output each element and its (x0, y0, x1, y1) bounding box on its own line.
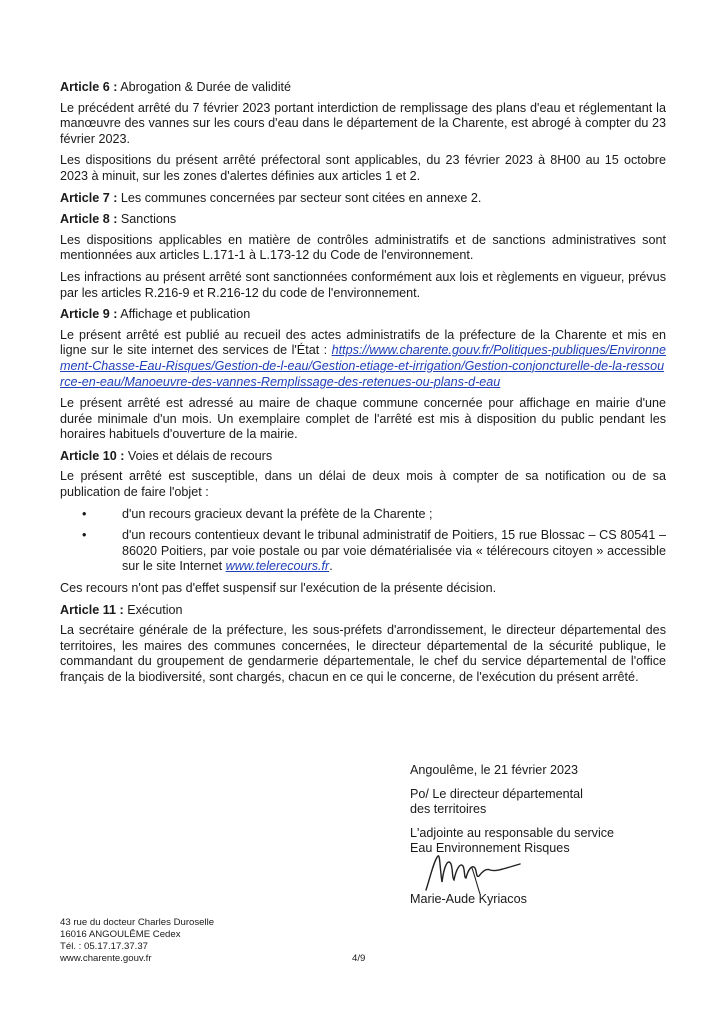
article-7-label: Article 7 : (60, 190, 118, 205)
article-8-paragraph-2: Les infractions au présent arrêté sont sanctionnées conformément aux lois et règlements en vigueur, prévus par les articles R.216-9 et R.216-12 du code de l'environnement. (60, 269, 666, 300)
bullet-icon: • (82, 528, 87, 543)
bullet-icon: • (82, 506, 87, 521)
article-10-paragraph-2: Ces recours n'ont pas d'effet suspensif sur l'exécution de la présente décision. (60, 581, 497, 596)
article-11-paragraph-1: La secrétaire générale de la préfecture, les sous-préfets d'arrondissement, le directeur départemental des territoires, les maires des communes concernées, le directeur départemental de la sécurité publique, le commandant du groupement de gendarmerie départementale, le chef du service départemental de l'office français de la biodiversité, sont chargés, chacun en ce qui le concerne, de l'exécution du présent arrêté. (60, 623, 666, 684)
article-6-title: Abrogation & Durée de validité (120, 80, 292, 94)
recourse-list-item (60, 528, 666, 575)
article-9-title: Affichage et publication (120, 307, 251, 322)
telerecours-link[interactable]: www.telerecours.fr (225, 559, 330, 574)
article-9 (60, 307, 666, 443)
article-7-heading (60, 191, 666, 207)
article-11-label: Article 11 : (60, 602, 124, 617)
article-10-title: Voies et délais de recours (127, 448, 273, 463)
article-10 (60, 449, 666, 597)
article-9-paragraph-1 (60, 328, 666, 390)
signature-block (410, 763, 670, 906)
footer-street: 43 rue du docteur Charles Duroselle (60, 917, 215, 928)
article-8-paragraph-1: Les dispositions applicables en matière de contrôles administratifs et de sanctions administratives sont mentionnées aux articles L.171-1 à L.173-12 du Code de l'environnement. (60, 232, 666, 263)
article-11-title: Exécution (127, 602, 183, 617)
article-11-heading (60, 603, 666, 619)
recourse-gracieux-text: d'un recours gracieux devant la préfète de la Charente ; (122, 506, 433, 521)
article-8-title: Sanctions (120, 212, 177, 227)
article-8 (60, 212, 666, 301)
signature-place-date: Angoulême, le 21 février 2023 (410, 763, 579, 777)
article-6-paragraph-2: Les dispositions du présent arrêté préfectoral sont applicables, du 23 février 2023 à 8H00 au 15 octobre 2023 à minuit, sur les zones d'alertes définies aux articles 1 et 2. (60, 153, 666, 183)
article-11 (60, 603, 666, 686)
signer-name: Marie-Aude Kyriacos (410, 892, 527, 906)
article-8-heading (60, 212, 666, 228)
signature-delegation-line-1: Po/ Le directeur départemental (410, 786, 583, 801)
article-9-paragraph-1-text: Le présent arrêté est publié au recueil des actes administratifs de la préfecture de la Charente et mis en ligne sur le site internet des services de l'État : (60, 327, 666, 358)
article-6 (60, 80, 666, 185)
article-6-heading (60, 80, 666, 96)
footer-phone: Tél. : 05.17.17.37.37 (60, 941, 149, 952)
prefecture-website-link[interactable]: https://www.charente.gouv.fr/Politiques-publiques/Environnement-Chasse-Eau-Risques/Gestion-de-l-eau/Gestion-etiage-et-irrigation/Gestion-conjoncturelle-de-la-ressource-en-eau/Manoeuvre-des-vannes-Remplissage-des-retenues-ou-plans-d-eau (60, 343, 666, 389)
recourse-list (60, 507, 666, 575)
page-number: 4/9 (352, 953, 366, 964)
article-8-label: Article 8 : (60, 212, 118, 227)
footer-city: 16016 ANGOULÊME Cedex (60, 929, 181, 940)
recourse-contentieux-end: . (329, 559, 333, 574)
article-10-paragraph-1: Le présent arrêté est susceptible, dans un délai de deux mois à compter de sa notification ou de sa publication de faire l'objet : (60, 469, 666, 500)
footer-address (60, 917, 214, 965)
signature-title-line-2: Eau Environnement Risques (410, 841, 570, 856)
article-9-paragraph-2: Le présent arrêté est adressé au maire de chaque commune concernée pour affichage en mairie d'une durée minimale d'un mois. Un exemplaire complet de l'arrêté est mis à disposition du public pendant les horaires habituels d'ouverture de la mairie. (60, 396, 666, 442)
signature-title-line-1: L'adjointe au responsable du service (410, 825, 615, 840)
recourse-contentieux-text: d'un recours contentieux devant le tribunal administratif de Poitiers, 15 rue Blossac – CS 80541 – 86020 Poitiers, par voie postale ou par voie dématérialisée via « télérecours citoyen » accessible sur le site Internet (122, 528, 666, 574)
article-6-paragraph-1: Le précédent arrêté du 7 février 2023 portant interdiction de remplissage des plans d'eau et réglementant la manœuvre des vannes sur les cours d'eau dans le département de la Charente, est abrogé à compter du 23 février 2023. (60, 100, 666, 146)
recourse-list-item (60, 507, 666, 523)
article-9-label: Article 9 : (60, 307, 118, 322)
article-9-heading (60, 307, 666, 323)
document-body (60, 80, 666, 692)
article-10-label: Article 10 : (60, 448, 125, 463)
article-6-label: Article 6 : (60, 80, 118, 94)
footer-website: www.charente.gouv.fr (60, 953, 152, 964)
handwritten-signature-icon (420, 848, 530, 896)
signature-delegation-line-2: des territoires (410, 802, 487, 817)
article-7 (60, 191, 666, 207)
article-10-heading (60, 449, 666, 465)
article-7-title: Les communes concernées par secteur sont citées en annexe 2. (120, 190, 482, 205)
